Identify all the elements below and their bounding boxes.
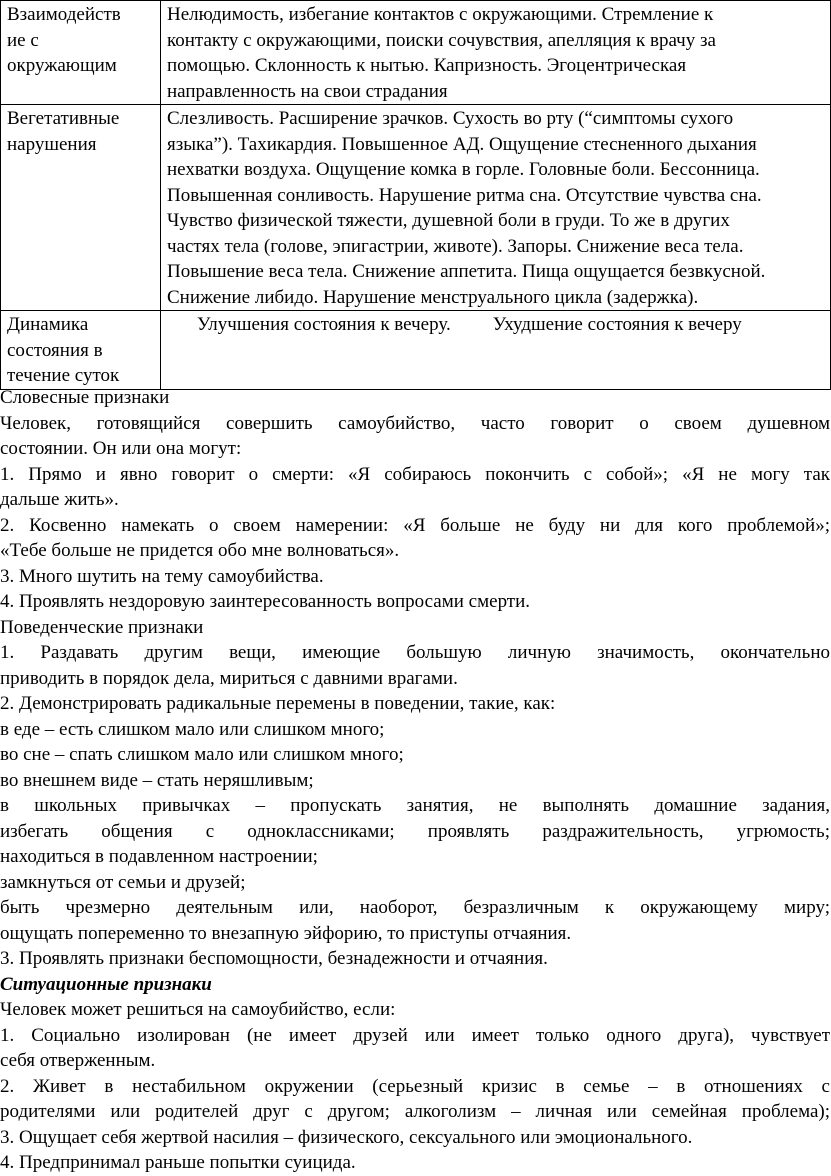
list-item-line: во внешнем виде – стать неряшливым;: [0, 769, 314, 791]
label-line: Взаимодейств: [7, 4, 121, 25]
content-line: Снижение либидо. Нарушение менструального цикла (задержка).: [167, 286, 699, 308]
content-line: контакту с окружающими, поиски сочувствия, апелляция к врачу за: [167, 29, 716, 51]
table-row: [1, 105, 831, 311]
table-row-content: [161, 311, 831, 390]
table-row: [1, 311, 831, 390]
content-part: Ухудшение состояния к вечеру: [492, 314, 742, 335]
list-item-line: 1. Социально изолирован (не имеет друзей или имеет только одного друга), чувствует: [0, 1024, 830, 1046]
paragraph-line: Человек, готовящийся совершить самоубийство, часто говорит о своем душевном: [0, 412, 830, 434]
content-line: [167, 312, 826, 338]
section-heading-behavioral: Поведенческие признаки: [0, 616, 204, 638]
list-item-line: 4. Проявлять нездоровую заинтересованность вопросами смерти.: [0, 591, 531, 612]
list-item-line: находиться в подавленном настроении;: [0, 846, 318, 867]
list-item-line: «Тебе больше не придется обо мне волноваться».: [0, 540, 400, 561]
list-item-line: избегать общения с одноклассниками; проявлять раздражительность, угрюмость;: [0, 820, 830, 842]
list-item-line: в еде – есть слишком мало или слишком много;: [0, 718, 385, 740]
table-row-content: [161, 1, 831, 105]
list-item-line: ощущать попеременно то внезапную эйфорию, то приступы отчаяния.: [0, 922, 572, 944]
content-line: Нелюдимость, избегание контактов с окружающими. Стремление к: [167, 4, 714, 25]
list-item-line: 2. Косвенно намекать о своем намерении: «Я больше не буду ни для кого проблемой»;: [0, 514, 830, 536]
content-line: помощью. Склонность к нытью. Капризность. Эгоцентрическая: [167, 55, 687, 76]
paragraph-line: Человек может решиться на самоубийство, если:: [0, 999, 396, 1020]
content-line: языка”). Тахикардия. Повышенное АД. Ощущение стесненного дыхания: [167, 133, 757, 155]
content-line: Слезливость. Расширение зрачков. Сухость во рту (“симптомы сухого: [167, 108, 734, 129]
list-item-line: 2. Демонстрировать радикальные перемены в поведении, такие, как:: [0, 693, 556, 714]
list-item-line: 3. Проявлять признаки беспомощности, безнадежности и отчаяния.: [0, 948, 548, 969]
content-line: нехватки воздуха. Ощущение комка в горле. Головные боли. Бессонница.: [167, 159, 760, 180]
content-line: Чувство физической тяжести, душевной боли в груди. То же в других: [167, 210, 730, 231]
list-item-line: 1. Раздавать другим вещи, имеющие большую личную значимость, окончательно: [0, 642, 830, 663]
label-line: течение суток: [7, 365, 120, 386]
list-item-line: во сне – спать слишком мало или слишком много;: [0, 744, 404, 765]
list-item-line: в школьных привычках – пропускать занятия, не выполнять домашние задания,: [0, 795, 830, 816]
section-heading-situational: Ситуационные признаки: [0, 973, 212, 995]
section-heading-verbal: Словесные признаки: [0, 387, 170, 408]
table-row-content: [161, 105, 831, 311]
content-line: Повышенная сонливость. Нарушение ритма сна. Отсутствие чувства сна.: [167, 184, 762, 206]
paragraph-line: состоянии. Он или она могут:: [0, 438, 242, 459]
table-row-label: [1, 311, 161, 390]
label-line: окружающим: [7, 55, 117, 76]
list-item-line: приводить в порядок дела, мириться с давними врагами.: [0, 667, 458, 689]
list-item-line: 3. Ощущает себя жертвой насилия – физического, сексуального или эмоционального.: [0, 1126, 693, 1148]
table-row: [1, 1, 831, 105]
list-item-line: 1. Прямо и явно говорит о смерти: «Я собираюсь покончить с собой»; «Я не могу так: [0, 463, 830, 485]
list-item-line: родителями или родителей друг с другом; алкоголизм – личная или семейная проблема);: [0, 1101, 830, 1122]
label-line: состояния в: [7, 339, 103, 361]
content-line: Повышение веса тела. Снижение аппетита. Пища ощущается безвкусной.: [167, 261, 766, 282]
label-line: Вегетативные: [7, 108, 120, 129]
table-row-label: [1, 1, 161, 105]
content-part: Улучшения состояния к вечеру.: [197, 314, 451, 335]
body-text: [0, 385, 830, 1176]
list-item-line: дальше жить».: [0, 489, 119, 510]
content-line: частях тела (голове, эпигастрии, животе). Запоры. Снижение веса тела.: [167, 235, 744, 257]
list-item-line: 4. Предпринимал раньше попытки суицида.: [0, 1152, 356, 1173]
content-line: направленность на свои страдания: [167, 80, 448, 102]
list-item-line: 3. Много шутить на тему самоубийства.: [0, 565, 324, 587]
label-line: нарушения: [7, 133, 97, 155]
list-item-line: замкнуться от семьи и друзей;: [0, 871, 246, 893]
table-row-label: [1, 105, 161, 311]
label-line: Динамика: [7, 314, 89, 335]
symptoms-table: [0, 0, 831, 390]
list-item-line: быть чрезмерно деятельным или, наоборот, безразличным к окружающему миру;: [0, 897, 830, 918]
label-line: ие с: [7, 29, 39, 51]
list-item-line: себя отверженным.: [0, 1050, 156, 1071]
list-item-line: 2. Живет в нестабильном окружении (серьезный кризис в семье – в отношениях с: [0, 1075, 830, 1097]
